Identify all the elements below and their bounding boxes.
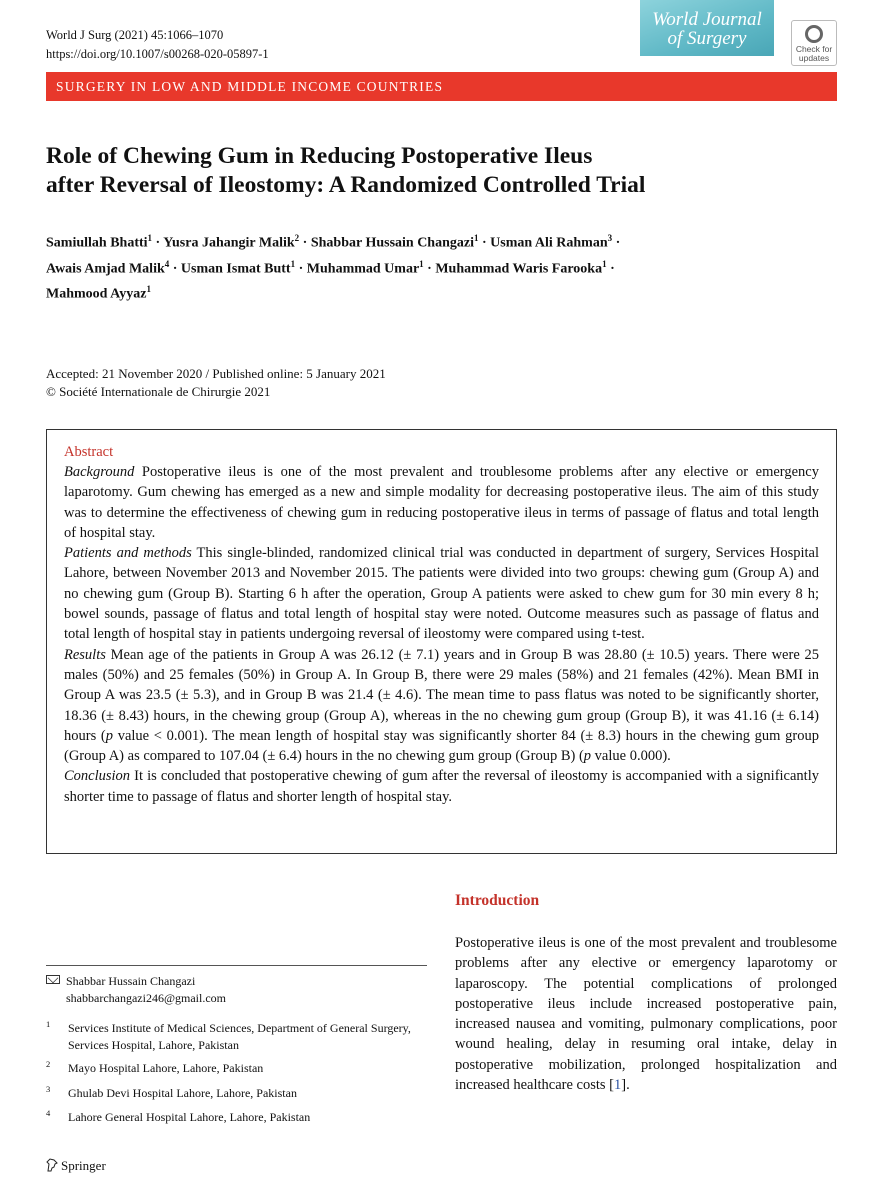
publication-dates: Accepted: 21 November 2020 / Published online: 5 January 2021 © Société Internationale de Chirurgie 2021 <box>46 366 386 399</box>
author-name[interactable]: Samiullah Bhatti <box>46 235 148 251</box>
abstract-box <box>46 429 837 854</box>
article-title: Role of Chewing Gum in Reducing Postoperative Ileus after Reversal of Ileostomy: A Randomized Controlled Trial <box>46 143 646 198</box>
affiliation-4: 4 Lahore General Hospital Lahore, Lahore, Pakistan <box>46 1108 311 1124</box>
introduction-heading: Introduction <box>455 892 540 909</box>
reference-link[interactable]: 1 <box>614 1077 622 1094</box>
abstract-heading: Abstract <box>64 444 114 460</box>
check-for-updates-badge[interactable]: Check for updates <box>791 20 837 66</box>
section-label: SURGERY IN LOW AND MIDDLE INCOME COUNTRIES <box>46 72 837 101</box>
abstract-conclusion: Conclusion It is concluded that postoperative chewing of gum after the reversal of ileostomy is accompanied with a significantly shorter time to passage of flatus and shorter length of hospital stay. <box>64 768 819 805</box>
author-name[interactable]: Shabbar Hussain Changazi <box>310 235 474 251</box>
corresponding-email[interactable]: shabbarchangazi246@gmail.com <box>66 991 226 1005</box>
introduction-text: Postoperative ileus is one of the most prevalent and troublesome problems after any elective or emergency laparotomy or laparoscopy. The potential complications of prolonged postoperative ileus include increased postoperative pain, increased nausea and vomiting, pulmonary complications, poor wound healing, delay in resuming oral intake, delay in postoperative mobilization, prolonged hospitalization and increased healthcare costs [1]. <box>455 935 837 1094</box>
corresponding-name: Shabbar Hussain Changazi <box>66 974 196 988</box>
author-name[interactable]: Awais Amjad Malik <box>46 261 165 277</box>
abstract-background: Background Postoperative ileus is one of the most prevalent and troublesome problems after any elective or emergency laparotomy. Gum chewing has emerged as a new and simple modality for decreasing postoperative ileus. The aim of this study was to determine the effectiveness of chewing gum in reducing postoperative ileus in terms of passage of flatus and total length of hospital stay. <box>64 464 819 541</box>
springer-horse-icon <box>46 1158 58 1172</box>
check-updates-icon <box>805 25 823 43</box>
abstract-methods: Patients and methods This single-blinded, randomized clinical trial was conducted in department of surgery, Services Hospital Lahore, between November 2013 and November 2015. The patients were divided into two groups: chewing gum (Group A) and no chewing gum (Group B). Starting 6 h after the operation, Group A patients were asked to chew gum for 30 min every 8 h; bowel sounds, passage of flatus and total length of hospital stay were noted. Outcome measures such as passage of flatus and total length of hospital stay in patients undergoing reversal of ileostomy were compared using t-test. <box>64 545 819 643</box>
affiliation-2: 2 Mayo Hospital Lahore, Lahore, Pakistan <box>46 1059 264 1075</box>
corresponding-author <box>46 973 226 1007</box>
author-name[interactable]: Mahmood Ayyaz <box>46 286 147 302</box>
author-name[interactable]: Usman Ali Rahman <box>490 235 608 251</box>
envelope-icon <box>46 975 60 984</box>
abstract-results: Results Mean age of the patients in Group A was 26.12 (± 7.1) years and in Group B was 28.80 (± 10.5) years. There were 25 males (50%) and 25 females (50%) in Group A. In Group B, there were 29 males (58%) and 21 females (42%). Mean BMI in Group A was 23.5 (± 5.3), and in Group B was 21.4 (± 4.6). The mean time to pass flatus was noted to be significantly shorter, 18.36 (± 8.43) hours, in the chewing group (Group A), whereas in the no chewing gum group (Group B), it was 41.16 (± 6.14) hours (p value < 0.001). The mean length of hospital stay was significantly shorter 84 (± 8.3) hours in the chewing gum group (Group A) as compared to 107.04 (± 6.4) hours in the no chewing gum group (Group B) (p value 0.000). <box>64 646 820 765</box>
doi-link[interactable]: https://doi.org/10.1007/s00268-020-05897-1 <box>46 47 269 61</box>
journal-citation <box>46 26 269 64</box>
journal-logo: World Journal of Surgery <box>640 0 774 56</box>
author-name[interactable]: Muhammad Umar <box>306 261 420 277</box>
affiliation-3: 3 Ghulab Devi Hospital Lahore, Lahore, Pakistan <box>46 1084 297 1100</box>
author-name[interactable]: Usman Ismat Butt <box>180 261 291 277</box>
affiliation-1: 1 Services Institute of Medical Sciences, Department of General Surgery, Services Hospital, Lahore, Pakistan <box>46 1019 411 1052</box>
publisher-name: Springer <box>61 1158 106 1173</box>
author-name[interactable]: Muhammad Waris Farooka <box>435 261 603 277</box>
author-name[interactable]: Yusra Jahangir Malik <box>163 235 295 251</box>
publisher-footer <box>46 1158 106 1174</box>
footnote-divider <box>46 965 427 966</box>
journal-line: World J Surg (2021) 45:1066–1070 <box>46 28 224 42</box>
author-list: Samiullah Bhatti$^1$ · Yusra Jahangir Malik$^2$ · Shabbar Hussain Changazi$^1$ · Usman Ali Rahman$^3$ · Awais Amjad Malik$^4$ · Usman Ismat Butt$^1$ · Muhammad Umar$^1$ · Muhammad Waris Farooka$^1$ · Mahmood Ayyaz$^1$ <box>46 233 621 302</box>
